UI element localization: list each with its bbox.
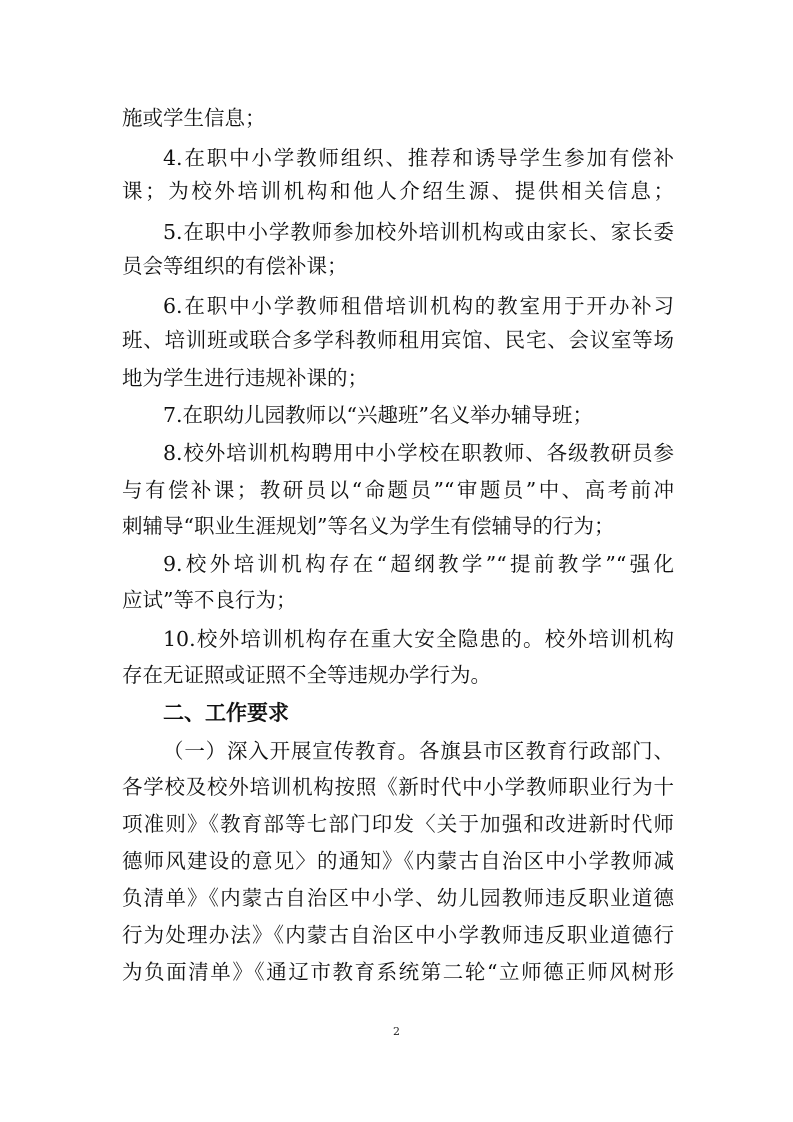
page-number: 2: [393, 1025, 400, 1038]
text-line: 7.在职幼儿园教师以“兴趣班”名义举办辅导班；: [163, 403, 594, 427]
text-line: 施或学生信息；: [122, 106, 266, 130]
text-line: 地为学生进行违规补课的；: [122, 366, 368, 390]
text-line: 员会等组织的有偿补课；: [122, 254, 348, 278]
text-line: 项准则》《教育部等七部门印发〈关于加强和改进新时代师: [122, 812, 674, 836]
text-line: 10.校外培训机构存在重大安全隐患的。校外培训机构: [163, 627, 674, 651]
text-line: 班、培训班或联合多学科教师租用宾馆、民宅、会议室等场: [122, 328, 674, 352]
text-line: （一）深入开展宣传教育。各旗县市区教育行政部门、: [163, 739, 674, 763]
text-line: 存在无证照或证照不全等违规办学行为。: [122, 663, 491, 687]
text-line: 为负面清单》《通辽市教育系统第二轮“立师德正师风树形: [122, 960, 674, 984]
text-line: 刺辅导“职业生涯规划”等名义为学生有偿辅导的行为；: [122, 514, 615, 538]
text-line: 5.在职中小学教师参加校外培训机构或由家长、家长委: [163, 220, 674, 244]
section-heading: 二、工作要求: [163, 701, 289, 725]
text-line: 各学校及校外培训机构按照《新时代中小学教师职业行为十: [122, 775, 674, 799]
text-line: 课；为校外培训机构和他人介绍生源、提供相关信息；: [122, 179, 674, 203]
text-line: 6.在职中小学教师租借培训机构的教室用于开办补习: [163, 294, 674, 318]
text-line: 负清单》《内蒙古自治区中小学、幼儿园教师违反职业道德: [122, 886, 674, 910]
text-line: 8.校外培训机构聘用中小学校在职教师、各级教研员参: [163, 441, 674, 465]
text-line: 4.在职中小学教师组织、推荐和诱导学生参加有偿补: [163, 146, 674, 170]
text-line: 与有偿补课；教研员以“命题员”“审题员”中、高考前冲: [122, 478, 674, 502]
text-line: 9.校外培训机构存在“超纲教学”“提前教学”“强化: [163, 552, 674, 576]
text-line: 行为处理办法》《内蒙古自治区中小学教师违反职业道德行: [122, 923, 674, 947]
text-line: 应试”等不良行为；: [122, 588, 297, 612]
text-line: 德师风建设的意见〉的通知》《内蒙古自治区中小学教师减: [122, 849, 674, 873]
